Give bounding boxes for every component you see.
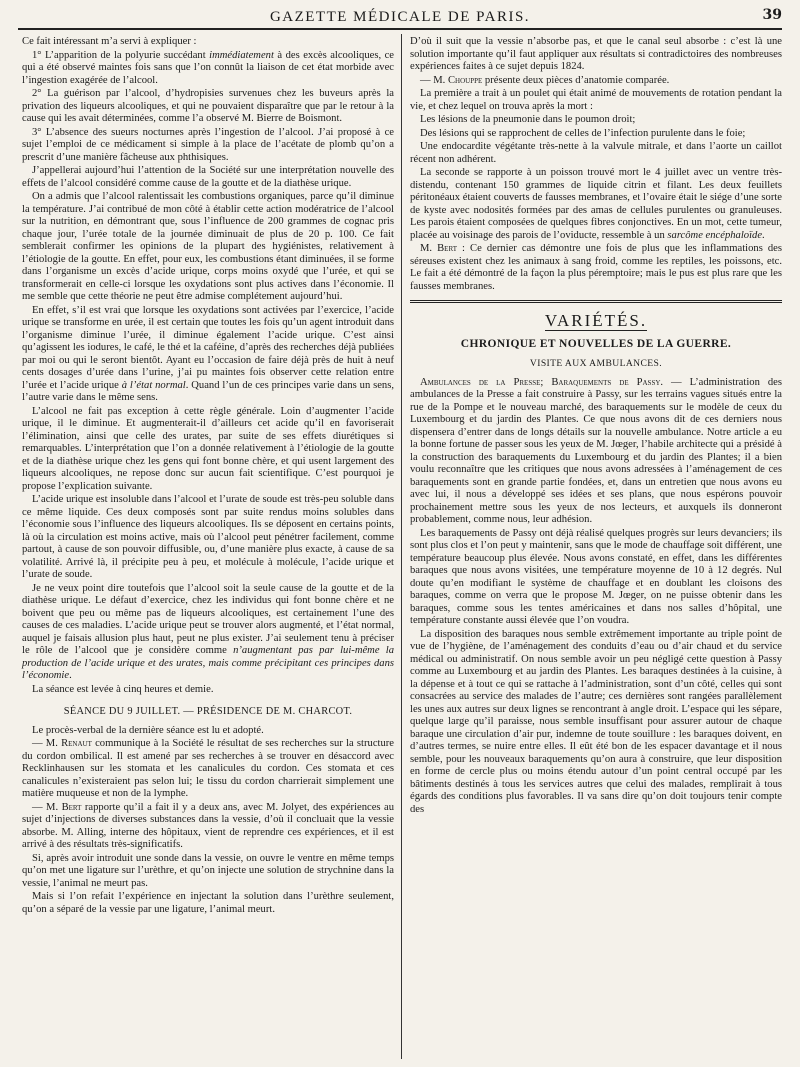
paragraph: 1° L’apparition de la polyurie succédant immédiatement à des excès alcooliques, ce qui a été observé maintes fois sans que l’on connût la liaison de cet état morbide avec l’ingestion exagérée de l’alcool. [22,49,395,86]
page-header [18,6,782,30]
paragraph: En effet, s’il est vrai que lorsque les oxydations sont activées par l’exercice, l’acide urique se transforme en urée, il est certain que toutes les fois qu’un agent introduit dans l’organisme diminue l’urée, il diminue également l’acide urique. C’est ainsi qu’agissent les iodures, le café, le thé et la caféine, d’après des recherches déjà publiées par moi ou qui le seront bientôt. Ayant eu l’occasion de faire déjà près de huit à neuf cents dosages d’urée dans l’urine, j’ai pu maintes fois observer cette relation entre l’urée et l’acide urique à l’état normal. Quand l’un de ces principes varie dans un sens, l’autre varie dans le même sens. [22,304,395,403]
paragraph: Ce fait intéressant m’a servi à expliquer : [22,36,197,47]
section-title: VARIÉTÉS. [544,311,648,330]
paragraph: Le procès-verbal de la dernière séance est lu et adopté. [32,724,264,736]
paragraph: 2° La guérison par l’alcool, d’hydropisies survenues chez les buveurs après la privation des liqueurs alcooliques, et qui ne pouvaient disparaître que par le retour à la cause qui les avait déterminées, comme l’a observé M. Bierre de Boismont. [22,88,394,124]
page-number: 39 [762,7,782,23]
paragraph: L’alcool ne fait pas exception à cette règle générale. Loin d’augmenter l’acide urique, il le diminue. Et augmenterait-il d’ailleurs cet acide qu’il en favoriserait l’élimination, ainsi que celle des urates, par suite de ses effets diurétiques si remarquables. L’interprétation que l’on a donnée relativement à l’étiologie de la goutte et de la diathèse urique chez les gens qui font bonne chère, et qui usent largement des liqueurs alcooliques, ne repose donc sur aucun fait scientifique. C’est pourquoi je propose l’explication suivante. [22,405,394,492]
paragraph: Si, après avoir introduit une sonde dans la vessie, on ouvre le ventre en même temps qu’on met une ligature sur l’urèthre, et qu’on injecte une solution de strychnine dans la vessie, l’animal ne meurt pas. [22,852,394,889]
paragraph: — M. Renaut communique à la Société le résultat de ses recherches sur la structure du cordon ombilical. Il est amené par ses recherches à se trouver en désaccord avec Recklinhausen sur les stomata et les canalicules du cordon. Ces stomata et ces canalicules n’existeraient pas selon lui; le tissu du cordon charrierait simplement une matière muqueuse et non de la lymphe. [22,738,394,799]
paragraph: Une endocardite végétante très-nette à la valvule mitrale, et dans l’aorte un caillot récent non adhérent. [410,141,782,165]
article-title: VISITE AUX AMBULANCES. [529,358,663,369]
paragraph: M. Bert : Ce dernier cas démontre une fois de plus que les inflammations des séreuses existent chez les animaux à sang froid, comme les reptiles, les poissons, etc. Le fait a été démontré de la façon la plus péremptoire; mais le pus est plus rare que les fausses membranes. [410,243,782,292]
paragraph: J’appellerai aujourd’hui l’attention de la Société sur une interprétation nouvelle des effets de l’alcool considéré comme cause de la goutte et de la diathèse urique. [22,165,394,189]
paragraph: Mais si l’on refait l’expérience en injectant la solution dans l’urèthre seulement, qu’on a séparé de la vessie par une ligature, l’animal meurt. [22,891,394,915]
paragraph: Les lésions de la pneumonie dans le poumon droit; [420,114,636,125]
paragraph: La disposition des baraques nous semble extrêmement importante au triple point de vue de l’hygiène, de l’aménagement des conduits d’eau ou d’air chaud et du service médical ou administratif. On nous semble avoir un peu négligé cette question à Passy comme au Luxembourg et au jardin des Plantes. Les baraques destinées à la cuisine, à la dépense et à tout ce qui se rattache à l’administration, sont d’un côté, celles qui sont consacrées au service des malades de l’autre; ces dernières sont rangées parallèlement les unes aux autres sur deux lignes se rencontrant à angle droit. L’espace qui les sépare, quelque large qu’il paraisse, nous semble insuffisant pour assurer autour de chaque baraque une circulation d’air pur, indemne de toute souillure : les baraques doivent, en d’autres termes, se nuire entre elles. Il eût été bon de les espacer davantage et il nous semble, pour les nouveaux baraquements qu’on aura à construire, que leur disposition en forme de cercle plus ou moins étendu autour d’un point central occupé par les bâtiments destinés à tous les services autres que celui des malades, remplirait à tous égards des conditions plus favorables. Il va sans dire qu’on doit toujours tenir compte des [410,628,782,815]
journal-title: GAZETTE MÉDICALE DE PARIS. [269,8,531,25]
session-heading: SÉANCE DU 9 JUILLET. — PRÉSIDENCE DE M. CHARCOT. [63,706,353,717]
paragraph: Des lésions qui se rapprochent de celles de l’infection purulente dans le foie; [420,127,746,139]
paragraph: D’où il suit que la vessie n’absorbe pas, et que le canal seul absorbe : c’est là une solution importante qu’il faut appliquer aux résultats si contradictoires des nombreuses expériences faites à ce sujet depuis 1824. [410,36,782,72]
subsection-title: CHRONIQUE ET NOUVELLES DE LA GUERRE. [460,337,732,350]
paragraph: Ambulances de la Presse; Baraquements de Passy. — L’administration des ambulances de la Presse a fait construire à Passy, sur les terrains vagues situés entre la rue de la Pompe et le nouveau marché, des baraquements sur le modèle de ceux du Luxembourg et du jardin des Plantes. Ce que nous avons dit de ces derniers nous dispensera d’entrer dans de longs détails sur la nouvelle ambulance. Notre article a eu la bonne fortune de passer sous les yeux de M. Jœger, l’habile architecte qui a présidé à la construction des baraquements du Luxembourg et du jardin des Plantes; il a bien voulu reconnaître que les critiques que nous avons adressées à l’aménagement de ces baraquements sont en grande partie fondées, et, dans un entretien que nous avons eu avec lui, il nous a développé ses idées et ses plans, que nous espérons pouvoir prochainement mettre sous les yeux de nos lecteurs, et auxquels ils donneront probablement, comme nous, leur adhésion. [410,376,782,525]
paragraph: La première a trait à un poulet qui était animé de mouvements de rotation pendant la vie, et chez lequel on trouva après la mort : [410,88,782,112]
paragraph: — M. Chouppe présente deux pièces d’anatomie comparée. [420,74,670,86]
paragraph: On a admis que l’alcool ralentissait les combustions organiques, parce qu’il diminue la température. J’ai contribué de mon côté à établir cette action modératrice de l’alcool sur la nutrition, en démontrant que, sous l’influence de 200 grammes de cognac pris chaque jour, l’urée totale de la journée diminuait de plus de 20 p. 100. Ce fait semblerait confirmer les opinions de la plupart des hygiénistes, relativement à l’étiologie de la goutte. En effet, pour eux, les combustions étant diminuées, il se forme dans l’organisme un excès d’acide urique, corps moins oxydé que l’urée, et qui se transformerait en celle-ci lorsque les oxydations sont plus actives dans l’économie. Il me semble que cette théorie ne peut être admise complétement aujourd’hui. [22,191,394,302]
paragraph: — M. Bert rapporte qu’il a fait il y a deux ans, avec M. Jolyet, des expériences au sujet d’injections de diverses substances dans la vessie, d’où il concluait que la vessie absorbe. M. Alling, interne des hôpitaux, vient de reprendre ces expériences, et il est arrivé à des résultats très-significatifs. [22,801,394,850]
column-divider [401,34,402,1059]
paragraph: L’acide urique est insoluble dans l’alcool et l’urate de soude est très-peu soluble dans ce même liquide. Ces deux composés sont par suite rendus moins solubles dans l’économie sous l’influence des liqueurs alcooliques. Ils se déposent en certains points, là où la circulation est moins active, mais où l’alcool peut pénétrer facilement, comme partout, à cause de son pouvoir diffusible, ou, d’une manière plus exacte, à cause de sa volatilité. Arrivé là, il précipite peu à peu, et molécule à molécule, l’acide urique et l’urate de soude. [22,494,394,580]
section-separator [410,300,782,303]
right-column [410,36,782,1061]
paragraph: La séance est levée à cinq heures et demie. [32,683,214,695]
paragraph: La seconde se rapporte à un poisson trouvé mort le 4 juillet avec un ventre très-distendu, contenant 150 grammes de liquide citrin et filant. Les deux feuillets péritonéaux étaient couverts de fausses membranes, et l’ovaire était le siége d’une sorte de kyste avec nodosités formées par des amas de cellules purulentes ou granuleuses. Les parois étaient composées de quelques fibres conjonctives. En un mot, cette tumeur, placée au voisinage des parois de l’oviducte, ressemble à un sarcôme encéphaloïde. [410,167,782,241]
paragraph: 3° L’absence des sueurs nocturnes après l’ingestion de l’alcool. J’ai proposé à ce sujet l’emploi de ce médicament si simple à la place de l’acétate de plomb qu’on a prescrit d’une manière fâcheuse aux phthisiques. [22,126,394,163]
paragraph: Les baraquements de Passy ont déjà réalisé quelques progrès sur leurs devanciers; ils sont plus clos et l’on peut y maintenir, sans que le mode de chauffage soit différent, une température beaucoup plus élevée. Nous avons constaté, en effet, dans les différentes baraques que nous avons visitées, une température moyenne de 10 à 12 degrés. Nul doute qu’en modifiant le système de chauffage et en doublant les cloisons des baraques, comme on verra que le propose M. Jœger, on ne puisse obtenir dans les baraques, comme sous les tentes américaines et dans nos salles d’hôpital, une température constante aussi élevée que l’on voudra. [410,527,782,626]
paragraph: Je ne veux point dire toutefois que l’alcool soit la seule cause de la goutte et de la diathèse urique. Le défaut d’exercice, chez les individus qui font bonne chère et ne boivent que peu ou même pas de liqueurs alcooliques, est certainement l’une des causes de ces maladies. L’acide urique peut se trouver alors augmenté, et l’état normal, auquel je faisais allusion plus haut, peut ne plus exister. J’ai seulement tenu à préciser le rôle de l’alcool que je considère comme n’augmentant pas par lui-même la production de l’acide urique et des urates, mais comme précipitant ces principes dans l’économie. [22,582,395,681]
left-column [22,36,394,1061]
